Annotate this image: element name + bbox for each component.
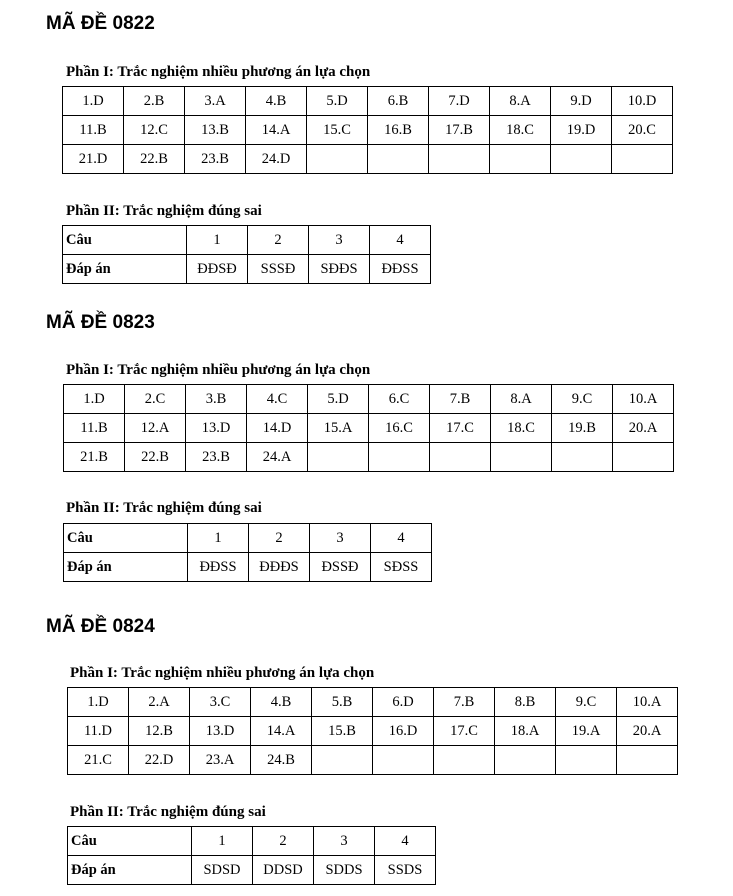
answer-cell: 3.C [190, 688, 251, 717]
question-row [68, 827, 436, 856]
question-row-cell: 1 [187, 226, 248, 255]
answer-key-row-cell: SĐSS [371, 553, 432, 582]
answer-cell: 6.B [368, 87, 429, 116]
answer-row [64, 443, 674, 472]
answer-cell: 16.B [368, 116, 429, 145]
answer-cell: 21.B [64, 443, 125, 472]
answer-cell: 14.A [251, 717, 312, 746]
question-row-label: Câu [64, 524, 188, 553]
answer-cell [373, 746, 434, 775]
question-row-cell: 4 [370, 226, 431, 255]
answer-cell: 9.D [551, 87, 612, 116]
answer-cell: 20.A [613, 414, 674, 443]
answer-cell [551, 145, 612, 174]
question-row-cell: 2 [248, 226, 309, 255]
answer-cell: 3.B [186, 385, 247, 414]
answer-cell [495, 746, 556, 775]
answer-key-row-cell: ĐĐSS [370, 255, 431, 284]
answer-cell: 22.B [125, 443, 186, 472]
answer-cell: 19.D [551, 116, 612, 145]
part2-title: Phần II: Trắc nghiệm đúng sai [70, 804, 266, 820]
question-row-label: Câu [68, 827, 192, 856]
answer-cell [617, 746, 678, 775]
answer-row [63, 87, 673, 116]
part1-answer-table [63, 384, 674, 472]
answer-cell [556, 746, 617, 775]
answer-cell: 11.B [63, 116, 124, 145]
answer-cell: 8.A [490, 87, 551, 116]
answer-cell: 20.A [617, 717, 678, 746]
answer-cell [434, 746, 495, 775]
answer-cell: 16.D [373, 717, 434, 746]
answer-cell: 15.B [312, 717, 373, 746]
part2-title: Phần II: Trắc nghiệm đúng sai [66, 500, 262, 516]
answer-key-row-cell: ĐĐSS [188, 553, 249, 582]
answer-cell: 14.A [246, 116, 307, 145]
part2-answer-table [63, 523, 432, 582]
answer-cell: 6.C [369, 385, 430, 414]
answer-key-row [63, 255, 431, 284]
answer-cell: 21.C [68, 746, 129, 775]
answer-cell: 12.A [125, 414, 186, 443]
answer-cell: 18.C [491, 414, 552, 443]
answer-cell [552, 443, 613, 472]
answer-cell: 21.D [63, 145, 124, 174]
answer-key-row-label: Đáp án [64, 553, 188, 582]
answer-cell: 2.B [124, 87, 185, 116]
answer-row [63, 145, 673, 174]
part2-title: Phần II: Trắc nghiệm đúng sai [66, 203, 262, 219]
answer-key-row-cell: SDDS [314, 856, 375, 885]
answer-cell: 1.D [68, 688, 129, 717]
answer-cell: 5.D [308, 385, 369, 414]
answer-cell: 4.C [247, 385, 308, 414]
answer-cell: 4.B [251, 688, 312, 717]
answer-cell: 24.B [251, 746, 312, 775]
answer-key-row [64, 553, 432, 582]
answer-row [68, 688, 678, 717]
answer-cell [369, 443, 430, 472]
exam-code-title: MÃ ĐỀ 0823 [46, 312, 155, 333]
answer-cell [612, 145, 673, 174]
question-row-cell: 3 [309, 226, 370, 255]
answer-key-row-cell: DDSD [253, 856, 314, 885]
question-row-cell: 4 [375, 827, 436, 856]
answer-cell: 13.D [190, 717, 251, 746]
answer-cell: 17.C [434, 717, 495, 746]
answer-cell: 4.B [246, 87, 307, 116]
part2-answer-table [62, 225, 431, 284]
answer-cell: 17.B [429, 116, 490, 145]
answer-cell: 15.C [307, 116, 368, 145]
answer-key-row-label: Đáp án [63, 255, 187, 284]
answer-row [64, 414, 674, 443]
answer-cell: 23.B [185, 145, 246, 174]
answer-key-row-cell: SDSD [192, 856, 253, 885]
question-row-cell: 3 [314, 827, 375, 856]
answer-key-row-label: Đáp án [68, 856, 192, 885]
answer-cell: 24.A [247, 443, 308, 472]
answer-key-row-cell: SSSĐ [248, 255, 309, 284]
answer-row [63, 116, 673, 145]
answer-row [68, 717, 678, 746]
answer-cell: 24.D [246, 145, 307, 174]
question-row-cell: 4 [371, 524, 432, 553]
answer-cell: 22.B [124, 145, 185, 174]
part1-title: Phần I: Trắc nghiệm nhiều phương án lựa chọn [70, 665, 375, 681]
answer-cell: 20.C [612, 116, 673, 145]
answer-cell: 14.D [247, 414, 308, 443]
answer-cell: 23.B [186, 443, 247, 472]
answer-cell: 7.B [430, 385, 491, 414]
answer-cell: 2.A [129, 688, 190, 717]
answer-cell: 19.A [556, 717, 617, 746]
answer-cell: 11.D [68, 717, 129, 746]
answer-cell: 5.B [312, 688, 373, 717]
answer-cell: 7.B [434, 688, 495, 717]
answer-cell [368, 145, 429, 174]
part1-answer-table [62, 86, 673, 174]
answer-cell: 23.A [190, 746, 251, 775]
answer-cell: 10.A [617, 688, 678, 717]
answer-cell: 1.D [64, 385, 125, 414]
answer-key-row-cell: ĐSSĐ [310, 553, 371, 582]
answer-row [64, 385, 674, 414]
answer-cell: 12.B [129, 717, 190, 746]
answer-cell: 13.B [185, 116, 246, 145]
answer-cell: 10.D [612, 87, 673, 116]
answer-cell: 7.D [429, 87, 490, 116]
answer-row [68, 746, 678, 775]
answer-cell: 8.B [495, 688, 556, 717]
answer-cell: 18.A [495, 717, 556, 746]
answer-cell [308, 443, 369, 472]
answer-cell: 5.D [307, 87, 368, 116]
answer-key-row [68, 856, 436, 885]
question-row-cell: 2 [249, 524, 310, 553]
question-row-cell: 1 [192, 827, 253, 856]
answer-cell [490, 145, 551, 174]
answer-cell: 19.B [552, 414, 613, 443]
answer-cell: 1.D [63, 87, 124, 116]
answer-cell: 12.C [124, 116, 185, 145]
exam-code-title: MÃ ĐỀ 0822 [46, 13, 155, 34]
answer-cell: 2.C [125, 385, 186, 414]
answer-cell: 15.A [308, 414, 369, 443]
answer-cell: 18.C [490, 116, 551, 145]
question-row [63, 226, 431, 255]
part1-answer-table [67, 687, 678, 775]
answer-cell: 9.C [556, 688, 617, 717]
answer-key-row-cell: SĐĐS [309, 255, 370, 284]
answer-cell: 8.A [491, 385, 552, 414]
answer-key-row-cell: ĐĐĐS [249, 553, 310, 582]
answer-cell: 6.D [373, 688, 434, 717]
answer-cell: 9.C [552, 385, 613, 414]
answer-cell: 13.D [186, 414, 247, 443]
answer-cell [429, 145, 490, 174]
question-row-cell: 2 [253, 827, 314, 856]
answer-cell: 16.C [369, 414, 430, 443]
question-row-cell: 1 [188, 524, 249, 553]
answer-cell: 17.C [430, 414, 491, 443]
answer-cell: 3.A [185, 87, 246, 116]
answer-cell [491, 443, 552, 472]
answer-key-row-cell: SSDS [375, 856, 436, 885]
part1-title: Phần I: Trắc nghiệm nhiều phương án lựa chọn [66, 64, 371, 80]
question-row-label: Câu [63, 226, 187, 255]
question-row-cell: 3 [310, 524, 371, 553]
answer-cell [312, 746, 373, 775]
answer-cell: 22.D [129, 746, 190, 775]
answer-cell [307, 145, 368, 174]
answer-cell [613, 443, 674, 472]
part1-title: Phần I: Trắc nghiệm nhiều phương án lựa chọn [66, 362, 371, 378]
answer-cell: 10.A [613, 385, 674, 414]
answer-cell: 11.B [64, 414, 125, 443]
exam-code-title: MÃ ĐỀ 0824 [46, 616, 155, 637]
answer-key-row-cell: ĐĐSĐ [187, 255, 248, 284]
answer-cell [430, 443, 491, 472]
question-row [64, 524, 432, 553]
part2-answer-table [67, 826, 436, 885]
